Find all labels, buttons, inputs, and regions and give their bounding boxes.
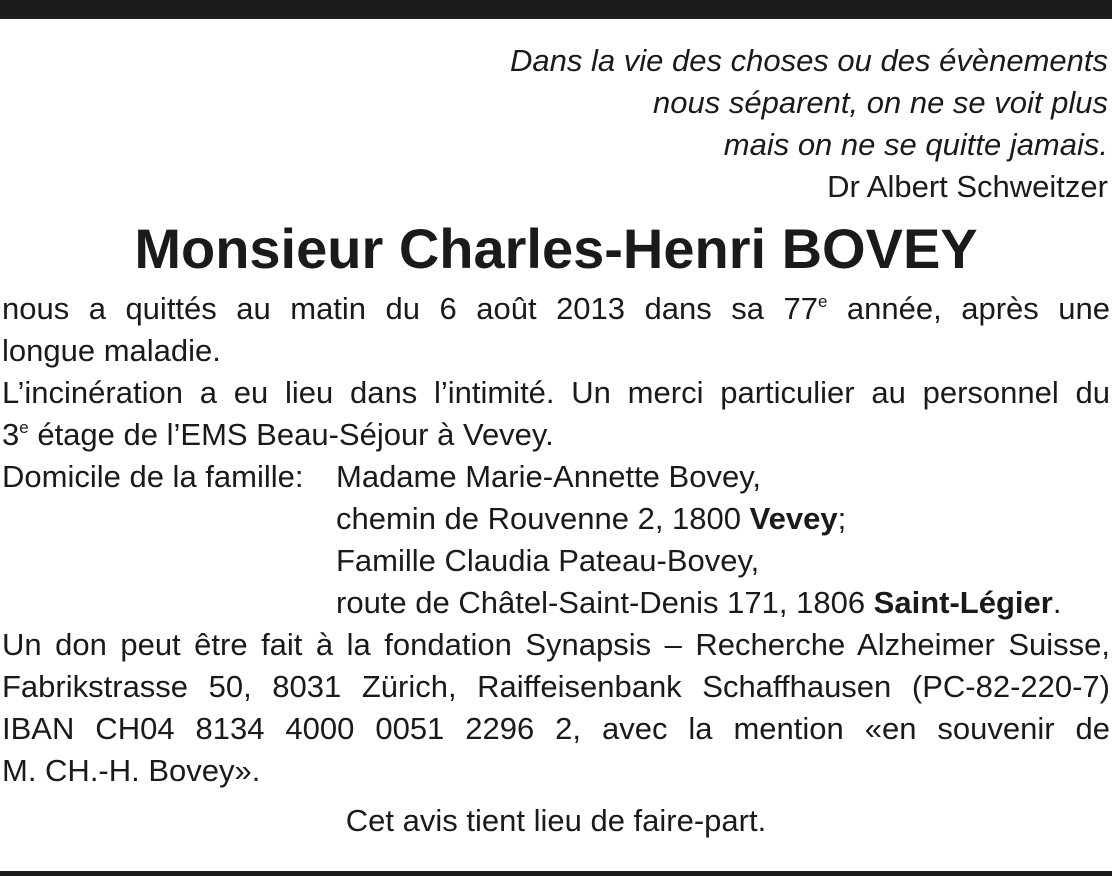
cremation-line-1: L’incinération a eu lieu dans l’intimité. Un merci particulier au personnel du	[2, 375, 1110, 410]
announcement-text-a: nous a quittés au matin du 6 août 2013 dans sa 77	[2, 291, 818, 326]
donation-line-2: Fabrikstrasse 50, 8031 Zürich, Raiffeisenbank Schaffhausen (PC-82-220-7)	[2, 669, 1110, 704]
cremation-line-2	[2, 414, 1110, 456]
bottom-rule	[0, 871, 1112, 876]
address-line-4	[336, 582, 1110, 624]
announcement-line-2: longue maladie.	[2, 333, 221, 368]
donation-paragraph	[2, 624, 1110, 792]
address-punct-2: .	[1052, 585, 1062, 620]
epigraph-quote	[2, 40, 1110, 166]
city-saint-legier: Saint-Légier	[873, 585, 1053, 620]
address-line-2	[336, 498, 1110, 540]
ordinal-suffix: e	[817, 292, 828, 311]
announcement-line-1	[2, 288, 1110, 330]
quote-line-1: Dans la vie des choses ou des évènements	[510, 43, 1108, 78]
footer-note: Cet avis tient lieu de faire-part.	[345, 803, 767, 838]
address-line-1: Madame Marie-Annette Bovey,	[336, 459, 762, 494]
quote-line-2: nous séparent, on ne se voit plus	[653, 85, 1108, 120]
city-vevey: Vevey	[749, 501, 838, 536]
cremation-text: étage de l’EMS Beau-Séjour à Vevey.	[28, 417, 554, 452]
donation-line-1: Un don peut être fait à la fondation Synapsis – Recherche Alzheimer Suisse,	[2, 627, 1110, 662]
address-street-1: chemin de Rouvenne 2, 1800	[336, 501, 750, 536]
donation-line-3: IBAN CH04 8134 4000 0051 2296 2, avec la mention «en souvenir de	[2, 711, 1110, 746]
family-address-lines	[336, 456, 1110, 624]
announcement-paragraph	[2, 288, 1110, 372]
family-label: Domicile de la famille:	[2, 459, 304, 494]
cremation-paragraph	[2, 372, 1110, 456]
family-address-block	[2, 456, 1110, 624]
top-rule	[0, 0, 1112, 19]
donation-line-4: M. CH.-H. Bovey».	[2, 753, 261, 788]
address-street-2: route de Châtel-Saint-Denis 171, 1806	[336, 585, 874, 620]
floor-number: 3	[2, 417, 20, 452]
address-line-3: Famille Claudia Pateau-Bovey,	[336, 543, 760, 578]
address-punct-1: ;	[837, 501, 847, 536]
announcement-text-b: année, après une	[827, 291, 1110, 326]
floor-ordinal-suffix: e	[19, 418, 29, 437]
deceased-name: Monsieur Charles-Henri BOVEY	[134, 217, 978, 280]
quote-author: Dr Albert Schweitzer	[827, 169, 1108, 204]
obituary-notice	[2, 40, 1110, 842]
quote-line-3: mais on ne se quitte jamais.	[723, 127, 1108, 162]
